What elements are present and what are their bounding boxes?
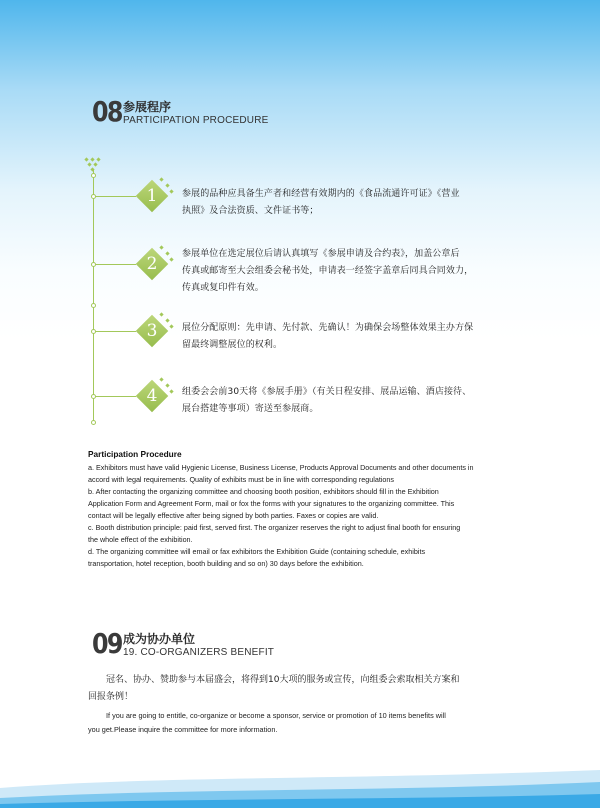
timeline-dot <box>91 394 96 399</box>
en-line: Application Form and Agreement Form, mail or fox the forms with your signatures to the organizing committee. This <box>88 499 455 508</box>
step-3-badge <box>136 315 168 347</box>
coorg-line: you get.Please inquire the committee for more information. <box>88 725 278 734</box>
en-line: d. The organizing committee will email or fax exhibitors the Exhibition Guide (containing schedule, exhibits <box>88 547 426 556</box>
section-09-header <box>92 627 275 660</box>
coorg-line: If you are going to entitle, co-organize or become a sponsor, service or promotion of 10 items benefits will <box>106 711 446 720</box>
decor-dot <box>93 162 97 166</box>
decor-dot <box>169 257 173 261</box>
step-2-text <box>182 246 522 297</box>
step-line: 传真或复印件有效。 <box>182 283 264 293</box>
timeline-dot <box>91 420 96 425</box>
step-line: 参展的品种应具备生产者和经营有效期内的《食品流通许可证》《营业 <box>182 189 460 199</box>
step-line: 执照》及合法资质、文件证书等； <box>182 206 319 216</box>
timeline-dot <box>91 303 96 308</box>
step-number: 2 <box>146 254 158 274</box>
coorg-line: 冠名、协办、赞助参与本届盛会，将得到10大项的服务或宣传，向组委会索取相关方案和 <box>106 675 460 685</box>
decor-dot <box>96 157 100 161</box>
step-number: 1 <box>146 186 158 206</box>
decor-dot <box>169 389 173 393</box>
step-2-badge <box>136 248 168 280</box>
section-title-en: 19. CO-ORGANIZERS BENEFIT <box>122 647 275 658</box>
bottom-wave <box>0 758 600 808</box>
timeline-line <box>93 170 94 424</box>
timeline-dot <box>91 194 96 199</box>
en-line: contact will be legally effective after being signed by both parties. Faxes or copies are valid. <box>88 511 379 520</box>
timeline-dot <box>91 329 96 334</box>
decor-dot <box>169 189 173 193</box>
step-line: 参展单位在选定展位后请认真填写《参展申请及合约表》，加盖公章后 <box>182 249 460 259</box>
en-line: transportation, hotel reception, booth building and so on) 30 days before the exhibition. <box>88 559 364 568</box>
step-connector <box>94 396 136 397</box>
timeline-dot <box>91 173 96 178</box>
step-connector <box>94 331 136 332</box>
decor-dot <box>165 251 169 255</box>
step-1-badge <box>136 180 168 212</box>
step-line: 组委会会前30天将《参展手册》（有关日程安排、展品运输、酒店接待、 <box>182 387 472 397</box>
section-08-header <box>92 95 269 128</box>
decor-dot <box>165 183 169 187</box>
timeline-dot <box>91 262 96 267</box>
coorg-line: 回报条例！ <box>88 692 134 702</box>
step-line: 展位分配原则：先申请、先付款、先确认！为确保会场整体效果主办方保 <box>182 323 474 333</box>
en-line: a. Exhibitors must have valid Hygienic License, Business License, Products Approval Documents and other documents in <box>88 463 474 472</box>
participation-procedure-en <box>88 449 528 570</box>
en-title: Participation Procedure <box>88 449 182 459</box>
step-4-badge <box>136 380 168 412</box>
step-line: 展台搭建等事项）寄送至参展商。 <box>182 404 319 414</box>
section-title-cn: 成为协办单位 <box>122 632 195 647</box>
en-line: accord with legal requirements. Quality of exhibits must be in line with corresponding regulations <box>88 475 395 484</box>
step-number: 4 <box>146 386 158 406</box>
section-title-cn: 参展程序 <box>122 100 171 115</box>
decor-dot <box>87 162 91 166</box>
section-number: 09 <box>92 627 122 660</box>
section-title-en: PARTICIPATION PROCEDURE <box>122 115 269 126</box>
en-line: the whole effect of the exhibition. <box>88 535 193 544</box>
step-connector <box>94 264 136 265</box>
step-number: 3 <box>146 321 158 341</box>
step-4-text <box>182 384 522 418</box>
step-3-text <box>182 320 522 354</box>
coorg-text-cn <box>88 672 528 706</box>
en-line: b. After contacting the organizing committee and choosing booth position, exhibitors should fill in the Exhibition <box>88 487 439 496</box>
step-line: 留最终调整展位的权利。 <box>182 340 283 350</box>
decor-dot <box>84 157 88 161</box>
step-line: 传真或邮寄至大会组委会秘书处，申请表一经签字盖章后同具合同效力， <box>182 266 474 276</box>
decor-dot <box>165 318 169 322</box>
section-number: 08 <box>92 95 122 128</box>
en-line: c. Booth distribution principle: paid first, served first. The organizer reserves the right to adjust final booth for ensuring <box>88 523 461 532</box>
step-1-text <box>182 186 522 220</box>
decor-dot <box>169 324 173 328</box>
step-connector <box>94 196 136 197</box>
coorg-text-en <box>88 709 528 737</box>
decor-dot <box>90 157 94 161</box>
decor-dot <box>165 383 169 387</box>
